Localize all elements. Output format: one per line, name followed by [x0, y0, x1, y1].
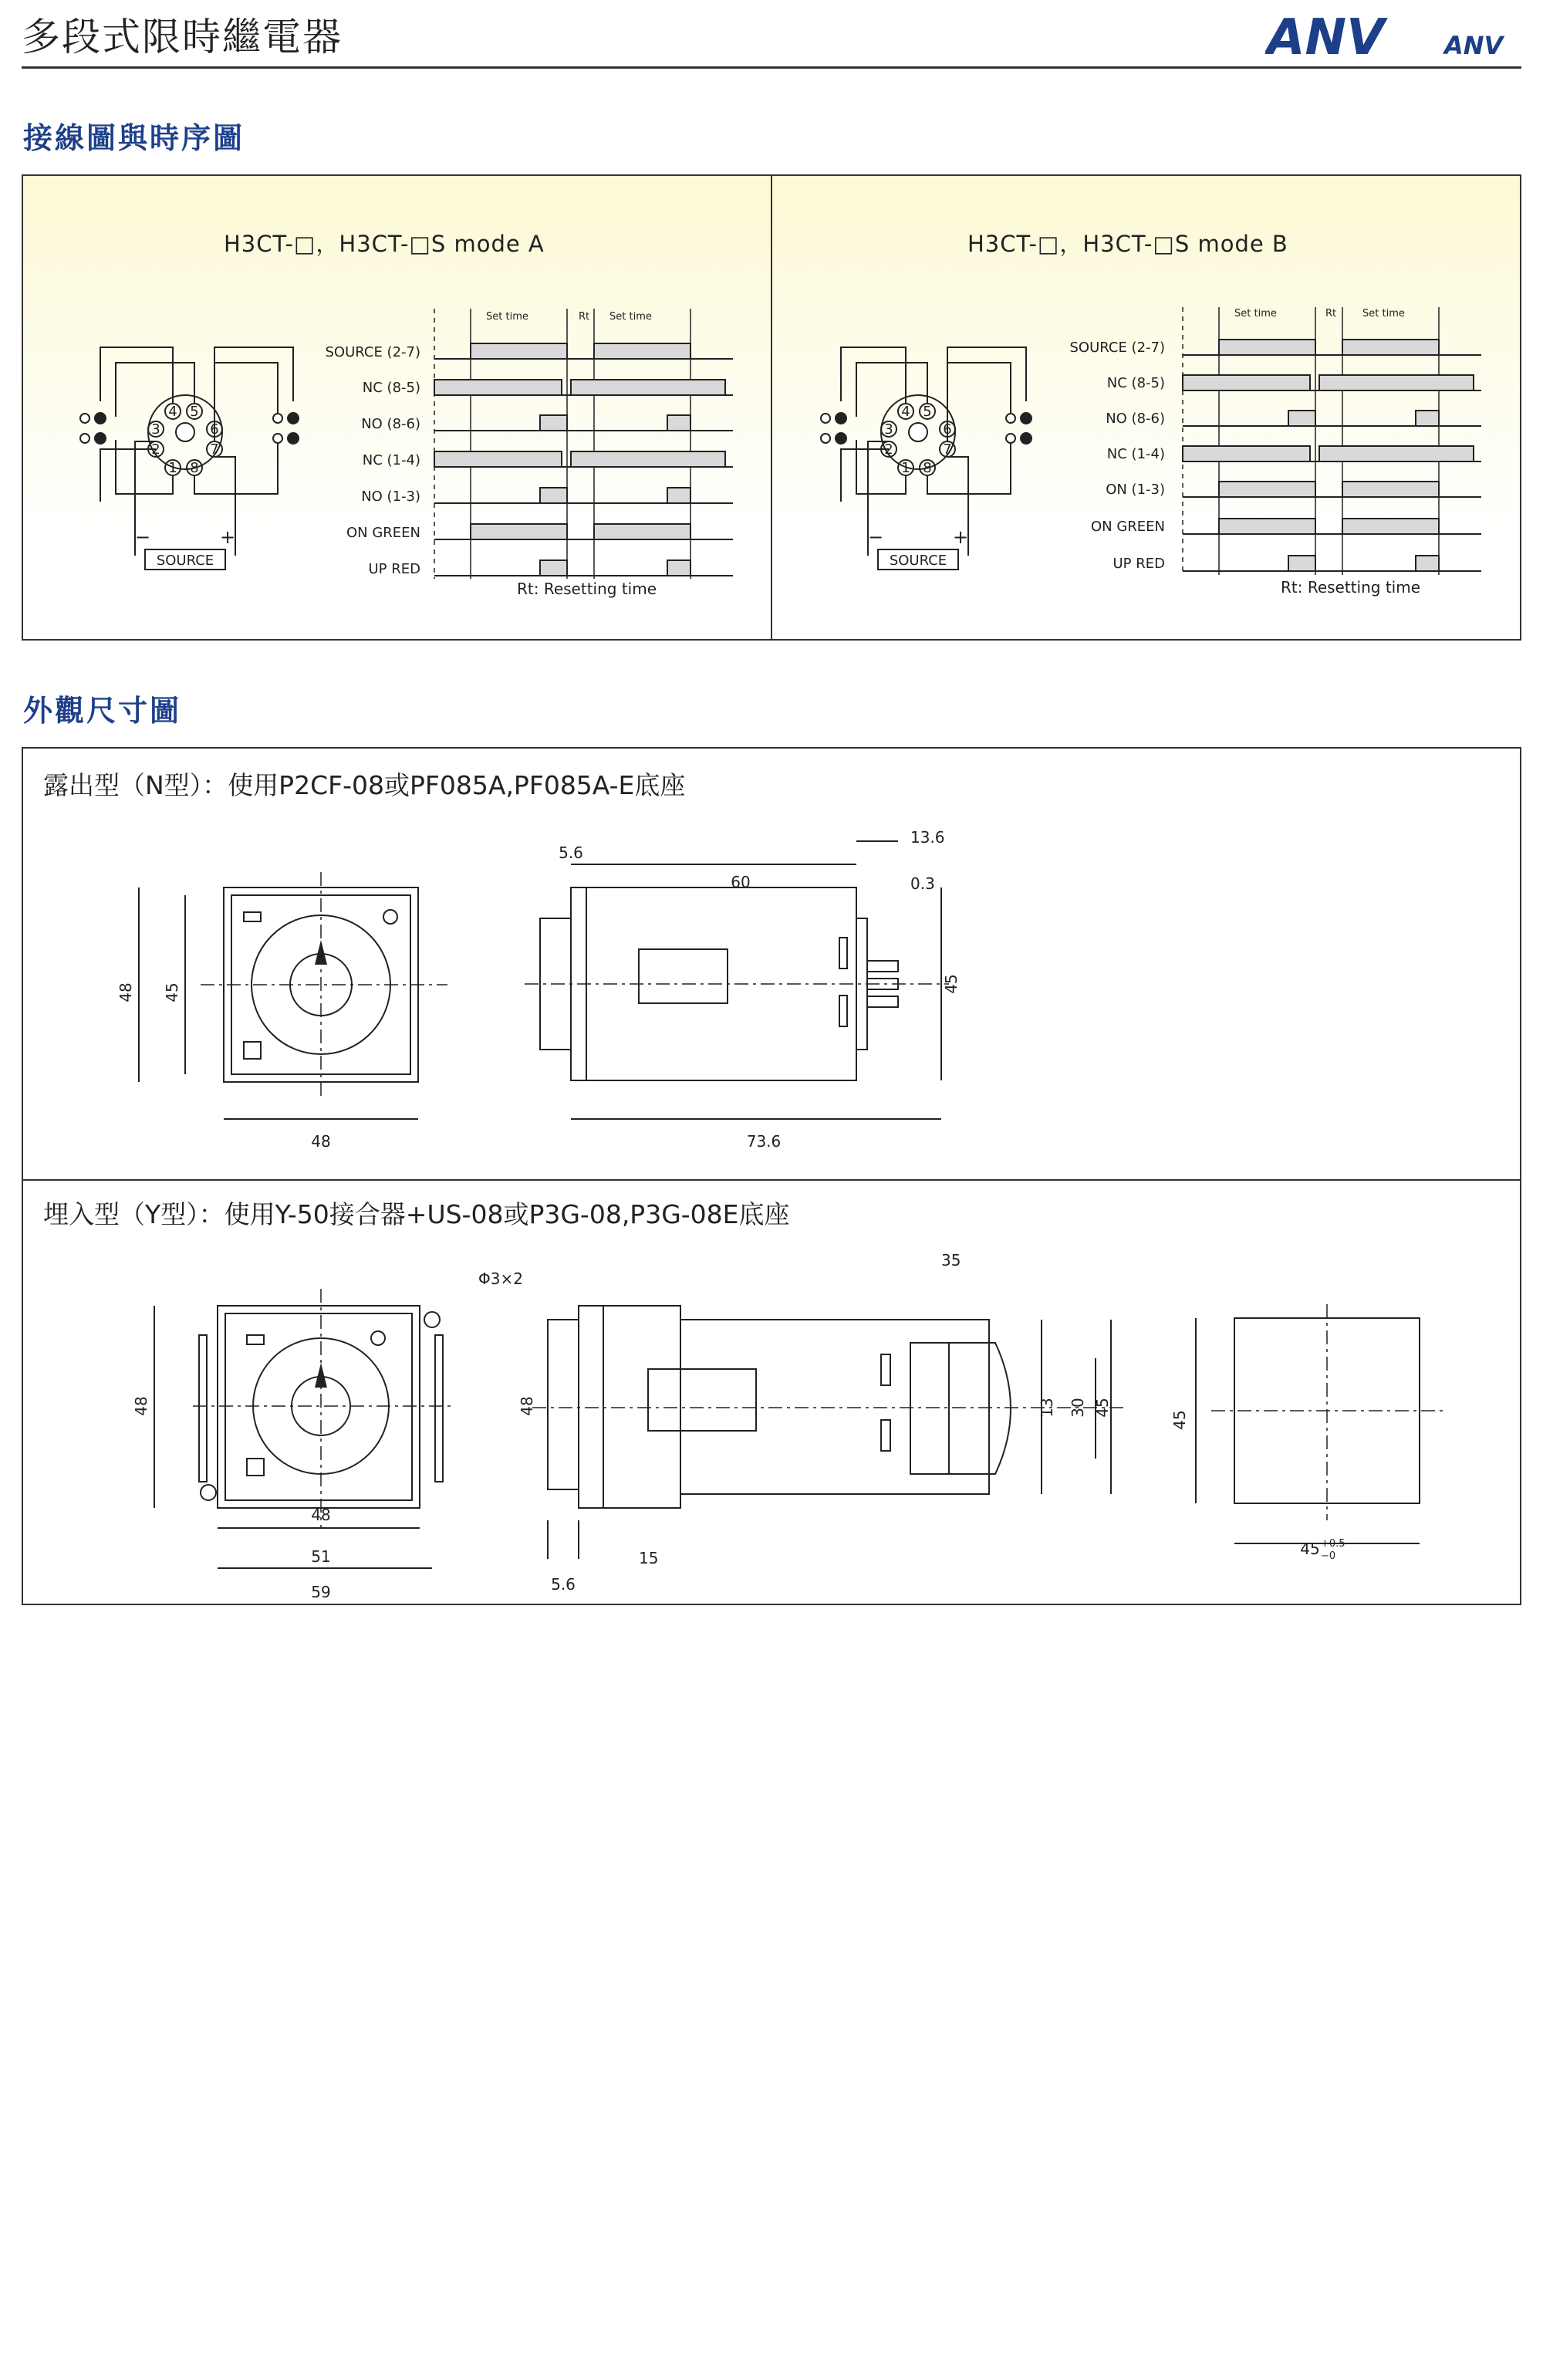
dim-60: 60	[731, 873, 751, 891]
timing-bars	[434, 343, 725, 576]
dim-48-width: 48	[311, 1506, 331, 1524]
timing-bars	[1183, 340, 1474, 571]
pin-5: 5	[190, 404, 199, 420]
y-type-heading: 埋入型（Y型）：使用Y-50接合器+US-08或P3G-08,P3G-08E底座	[43, 1199, 790, 1229]
dim-45: 45	[163, 982, 181, 1002]
dim-48: 48	[132, 1396, 150, 1416]
footnote: Rt: Resetting time	[1281, 578, 1421, 597]
pin-4: 4	[901, 404, 910, 420]
dim-30: 30	[1069, 1398, 1087, 1418]
dimension-divider	[22, 1179, 1521, 1181]
signal-label: NC (8-5)	[362, 380, 420, 396]
signal-label: NC (1-4)	[362, 452, 420, 468]
pin-4: 4	[168, 404, 177, 420]
signal-label: ON GREEN	[346, 525, 420, 541]
pin-6: 6	[943, 421, 952, 438]
dim-73.6: 73.6	[746, 1132, 782, 1151]
pin-6: 6	[210, 421, 219, 438]
dim-35: 35	[941, 1251, 961, 1269]
dim-45: 45	[1093, 1398, 1112, 1418]
mode-b-title: H3CT-□，H3CT-□S mode B	[967, 231, 1288, 257]
brand-logo	[1265, 8, 1520, 62]
n-type-drawing	[108, 810, 1034, 1165]
dim-48-side: 48	[518, 1396, 536, 1416]
signal-label: NC (1-4)	[1106, 446, 1165, 462]
logo-text: ANV	[1267, 9, 1385, 62]
dim-hole: Φ3×2	[478, 1269, 523, 1288]
pin-2: 2	[884, 441, 893, 458]
pin-8: 8	[923, 460, 932, 476]
header-rule	[22, 66, 1521, 69]
pin-2: 2	[151, 441, 160, 458]
set-time-label: Set time	[1234, 308, 1277, 319]
signal-label: NO (8-6)	[361, 416, 420, 432]
dim-0.3: 0.3	[910, 874, 935, 893]
signal-label: SOURCE (2-7)	[325, 344, 420, 360]
signal-label: ON (1-3)	[1106, 482, 1165, 498]
wiring-divider	[771, 174, 772, 641]
set-time-label: Set time	[1362, 308, 1405, 319]
pin-5: 5	[923, 404, 932, 420]
dim-45-side: 45	[942, 974, 961, 994]
page-title: 多段式限時繼電器	[22, 15, 343, 59]
dim-48: 48	[116, 982, 135, 1002]
signal-label: UP RED	[1113, 556, 1165, 572]
section-title-dimensions: 外觀尺寸圖	[23, 694, 182, 728]
section-title-wiring: 接線圖與時序圖	[23, 121, 245, 155]
dim-5.6: 5.6	[551, 1575, 576, 1594]
pin-1: 1	[168, 460, 177, 476]
source-box-label: SOURCE	[889, 553, 947, 569]
rt-label: Rt	[579, 311, 590, 323]
signal-label: ON GREEN	[1090, 519, 1165, 535]
footnote: Rt: Resetting time	[517, 580, 657, 598]
dim-13: 13	[1038, 1398, 1056, 1418]
n-type-heading: 露出型（N型）：使用P2CF-08或PF085A,PF085A-E底座	[43, 770, 686, 800]
tol-plus: +0.5	[1321, 1538, 1345, 1550]
dim-15: 15	[639, 1549, 659, 1567]
mode-a-title: H3CT-□，H3CT-□S mode A	[224, 231, 545, 257]
logo-small-text: ANV	[1444, 31, 1504, 60]
minus-sign: −	[867, 526, 884, 548]
dim-5.6: 5.6	[559, 843, 583, 862]
pin-8: 8	[190, 460, 199, 476]
dim-cutout-w: 45	[1300, 1540, 1320, 1558]
set-time-label: Set time	[609, 311, 652, 323]
rt-label: Rt	[1325, 308, 1337, 319]
signal-label: NO (1-3)	[361, 489, 420, 505]
signal-label: NC (8-5)	[1106, 375, 1165, 391]
plus-sign: +	[219, 526, 236, 548]
pin-3: 3	[884, 421, 893, 438]
mode-a-wiring	[80, 347, 299, 570]
signal-label: SOURCE (2-7)	[1069, 340, 1165, 356]
plus-sign: +	[952, 526, 969, 548]
pointer-arrow	[315, 940, 327, 965]
signal-label: UP RED	[368, 561, 420, 577]
tol-minus: −0	[1321, 1550, 1336, 1562]
dim-48-width: 48	[311, 1132, 331, 1151]
pointer-arrow	[315, 1363, 327, 1388]
dim-13.6: 13.6	[910, 828, 945, 847]
y-type-drawing	[108, 1235, 1450, 1597]
source-box-label: SOURCE	[156, 553, 214, 569]
dim-51: 51	[311, 1547, 331, 1566]
mode-b-wiring	[821, 347, 1031, 570]
mode-b-diagram	[818, 301, 1504, 610]
mode-a-diagram	[69, 301, 756, 610]
pin-7: 7	[943, 441, 952, 458]
signal-label: NO (8-6)	[1106, 411, 1165, 427]
pin-7: 7	[210, 441, 219, 458]
dim-cutout-h: 45	[1170, 1410, 1189, 1430]
set-time-label: Set time	[486, 311, 528, 323]
pin-3: 3	[151, 421, 160, 438]
pin-1: 1	[901, 460, 910, 476]
dim-59: 59	[311, 1583, 331, 1597]
minus-sign: −	[134, 526, 151, 548]
